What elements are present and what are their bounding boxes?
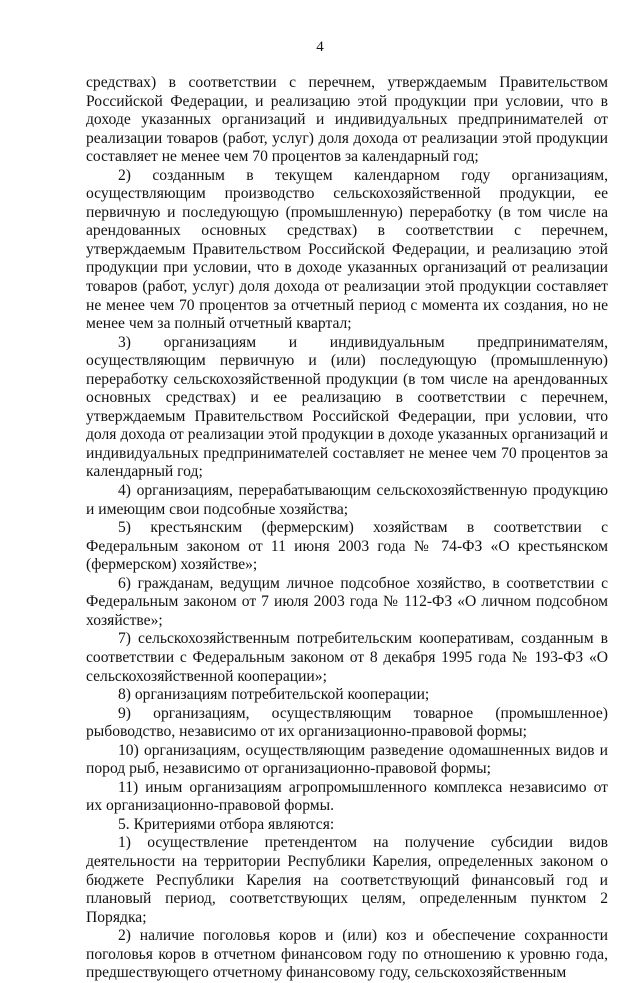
paragraph-13: 1) осуществление претендентом на получение субсидии видов деятельности на территории Республики Карелия, определенных законом о бюджете Республики Карелия на соответствующий финансовый год и плановый период, соответствующих целям, определенным пунктом 2 Порядка; xyxy=(86,834,608,926)
section-heading: 5. Критериями отбора являются: xyxy=(118,815,335,833)
paragraph-8: 8) организациям потребительской кооперации; xyxy=(118,686,430,704)
paragraph-4: 4) организациям, перерабатывающим сельскохозяйственную продукцию и имеющим свои подсобные хозяйства; xyxy=(86,482,608,518)
paragraph-10: 10) организациям, осуществляющим разведение одомашненных видов и пород рыб, независимо от организационно-правовой формы; xyxy=(86,741,608,778)
paragraph-5: 5) крестьянским (фермерским) хозяйствам в соответствии с Федеральным законом от 11 июня 2003 года № 74-ФЗ «О крестьянском (фермерском) хозяйстве»; xyxy=(86,519,608,574)
paragraph-7: 7) сельскохозяйственным потребительским кооперативам, созданным в соответствии с Федеральным законом от 8 декабря 1995 года № 193-ФЗ «О сельскохозяйственной кооперации»; xyxy=(86,630,608,685)
paragraph-3: 3) организациям и индивидуальным предпринимателям, осуществляющим первичную и (или) последующую (промышленную) переработку сельскохозяйственной продукции (в том числе на арендованных основных средствах) и ее реализацию в соответствии с перечнем, утверждаемым Правительством Российской Федерации, при условии, что доля дохода от реализации этой продукции в доходе указанных организаций и индивидуальных предпринимателей составляет не менее чем 70 процентов за календарный год; xyxy=(86,333,608,481)
paragraph-2: 2) созданным в текущем календарном году организациям, осуществляющим производство сельскохозяйственной продукции, ее первичную и последующую (промышленную) переработку (в том числе на арендованных основных средствах) в соответствии с перечнем, утверждаемым Правительством Российской Федерации, и реализацию этой продукции при условии, что в доходе указанных организаций от реализации товаров (работ, услуг) доля дохода от реализации этой продукции составляет не менее чем 70 процентов за отчетный период с момента их создания, но не менее чем за полный отчетный квартал; xyxy=(86,166,608,333)
document-body xyxy=(86,74,608,983)
paragraph-14: 2) наличие поголовья коров и (или) коз и обеспечение сохранности поголовья коров в отчетном финансовом году по отношению к уровню года, предшествующего отчетному финансовому году, сельскохозяйственным xyxy=(86,927,608,982)
paragraph-6: 6) гражданам, ведущим личное подсобное хозяйство, в соответствии с Федеральным законом от 7 июля 2003 года № 112-ФЗ «О личном подсобном хозяйстве»; xyxy=(86,574,608,629)
paragraph-11: 11) иным организациям агропромышленного комплекса независимо от их организационно-правовой формы. xyxy=(86,778,608,815)
page-number: 4 xyxy=(316,39,324,55)
paragraph-9: 9) организациям, осуществляющим товарное (промышленное) рыбоводство, независимо от их организационно-правовой формы; xyxy=(86,704,608,741)
paragraph-1: средствах) в соответствии с перечнем, утверждаемым Правительством Российской Федерации, и реализацию этой продукции при условии, что в доходе указанных организаций и индивидуальных предпринимателей от реализации товаров (работ, услуг) доля дохода от реализации этой продукции составляет не менее чем 70 процентов за календарный год; xyxy=(86,74,608,166)
